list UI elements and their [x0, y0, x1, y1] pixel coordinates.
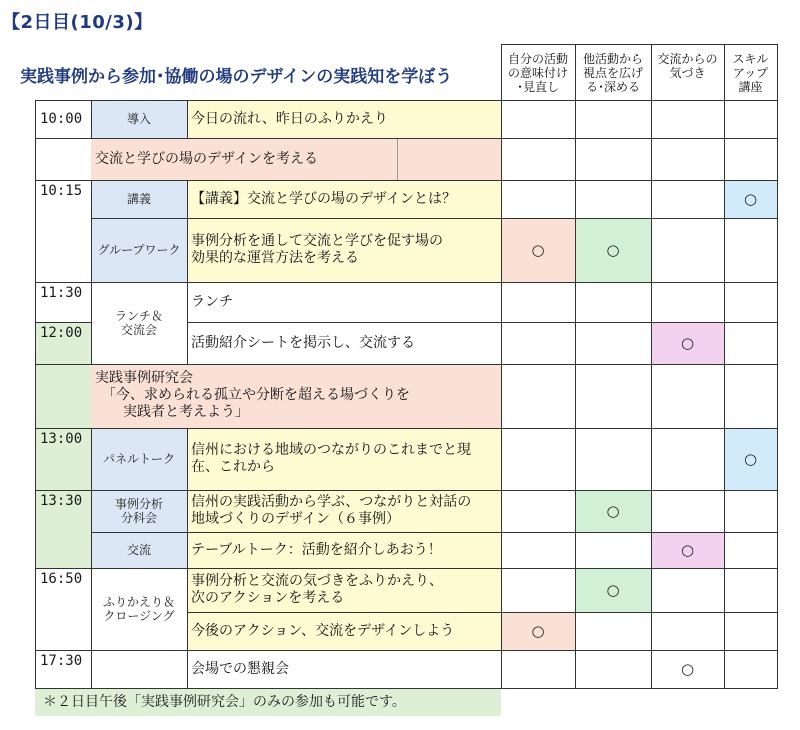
- page-title: 【2日目(10/3)】: [2, 12, 153, 33]
- grid-line: [35, 180, 778, 181]
- session-r6: 信州における地域のつながりのこれまでと現 在、これから: [187, 428, 501, 490]
- mark-r2-skill: ○: [724, 180, 777, 218]
- grid-line: [724, 44, 725, 688]
- grid-line: [501, 44, 502, 688]
- time-label: 13:00: [40, 431, 83, 447]
- grid-line: [91, 218, 778, 219]
- mark-r3-broaden: ○: [575, 218, 651, 282]
- footnote: ＊２日目午後「実践事例研究会」のみの参加も可能です。: [35, 688, 501, 716]
- grid-line: [35, 100, 36, 688]
- column-header-skill-up: スキル アップ 講座: [732, 52, 769, 94]
- grid-line: [35, 282, 778, 283]
- grid-line: [187, 180, 188, 364]
- mark-r10-self: ○: [501, 612, 575, 650]
- category-case-analysis: 事例分析 分科会: [91, 490, 187, 532]
- grid-line: [35, 650, 778, 651]
- column-header-broaden-perspective: 他活動から 視点を広げ る･深める: [582, 52, 643, 94]
- mark-r7-broaden: ○: [575, 490, 651, 532]
- grid-line: [187, 322, 778, 323]
- grid-line: [35, 688, 778, 689]
- category-exchange: 交流: [91, 532, 187, 568]
- session-r10: 今後のアクション、交流をデザインしよう: [187, 612, 501, 650]
- grid-line: [187, 100, 188, 138]
- session-r2: 【講義】交流と学びの場のデザインとは？: [187, 180, 501, 218]
- grid-line: [35, 364, 778, 365]
- grid-line: [35, 138, 778, 139]
- category-panel-talk: パネルトーク: [91, 428, 187, 490]
- mark-r3-self: ○: [501, 218, 575, 282]
- grid-line: [777, 44, 778, 688]
- grid-line: [35, 490, 778, 491]
- session-r5: 活動紹介シートを掲示し、交流する: [187, 322, 501, 364]
- grid-line: [91, 100, 92, 138]
- category-intro: 導入: [91, 100, 187, 138]
- time-label: 16:50: [40, 571, 83, 587]
- category-lecture: 講義: [91, 180, 187, 218]
- section-header-1: 交流と学びの場のデザインを考える: [91, 138, 397, 180]
- time-label: 10:00: [40, 111, 83, 127]
- category-lunch: ランチ＆ 交流会: [91, 282, 187, 364]
- session-r9: 事例分析と交流の気づきをふりかえり、 次のアクションを考える: [187, 568, 501, 612]
- time-label: 12:00: [40, 325, 83, 341]
- page-subtitle: 実践事例から参加･協働の場のデザインの実践知を学ぼう: [20, 67, 453, 87]
- category-closing: ふりかえり＆ クロージング: [91, 568, 187, 650]
- column-header-exchange-insight: 交流からの 気づき: [657, 52, 718, 80]
- mark-r5-exchange: ○: [651, 322, 724, 364]
- grid-line: [35, 322, 91, 323]
- grid-line: [91, 180, 92, 364]
- mark-r8-exchange: ○: [651, 532, 724, 568]
- time-label: 10:15: [40, 183, 83, 199]
- time-label: 11:30: [40, 285, 83, 301]
- grid-line: [651, 44, 652, 688]
- grid-line: [35, 100, 778, 101]
- grid-line: [35, 568, 778, 569]
- session-r3: 事例分析を通して交流と学びを促す場の 効果的な運営方法を考える: [187, 218, 501, 282]
- grid-line: [575, 44, 576, 688]
- time-band-green: [35, 364, 91, 428]
- grid-line: [91, 428, 92, 688]
- grid-line: [397, 138, 398, 180]
- time-label: 17:30: [40, 653, 83, 669]
- time-label: 13:30: [40, 493, 83, 509]
- session-r8: テーブルトーク：活動を紹介しあおう！: [187, 532, 501, 568]
- column-header-self-reflection: 自分の活動 の意味付け ･見直し: [507, 52, 568, 94]
- grid-line: [187, 612, 778, 613]
- section-header-1-fill: [397, 138, 501, 180]
- grid-line: [187, 428, 188, 688]
- mark-r6-skill: ○: [724, 428, 777, 490]
- session-r7: 信州の実践活動から学ぶ、つながりと対話の 地域づくりのデザイン（６事例）: [187, 490, 501, 532]
- grid-line: [91, 532, 778, 533]
- session-r4: ランチ: [187, 282, 501, 322]
- section-header-2: 実践事例研究会 「今、求められる孤立や分断を超える場づくりを 実践者と考えよう」: [91, 364, 501, 428]
- grid-line: [501, 44, 778, 45]
- session-r1: 今日の流れ、昨日のふりかえり: [187, 100, 501, 138]
- mark-r9-broaden: ○: [575, 568, 651, 612]
- mark-r11-exchange: ○: [651, 650, 724, 688]
- category-group-work: グループワーク: [91, 218, 187, 282]
- grid-line: [35, 428, 778, 429]
- session-r11: 会場での懇親会: [187, 650, 501, 688]
